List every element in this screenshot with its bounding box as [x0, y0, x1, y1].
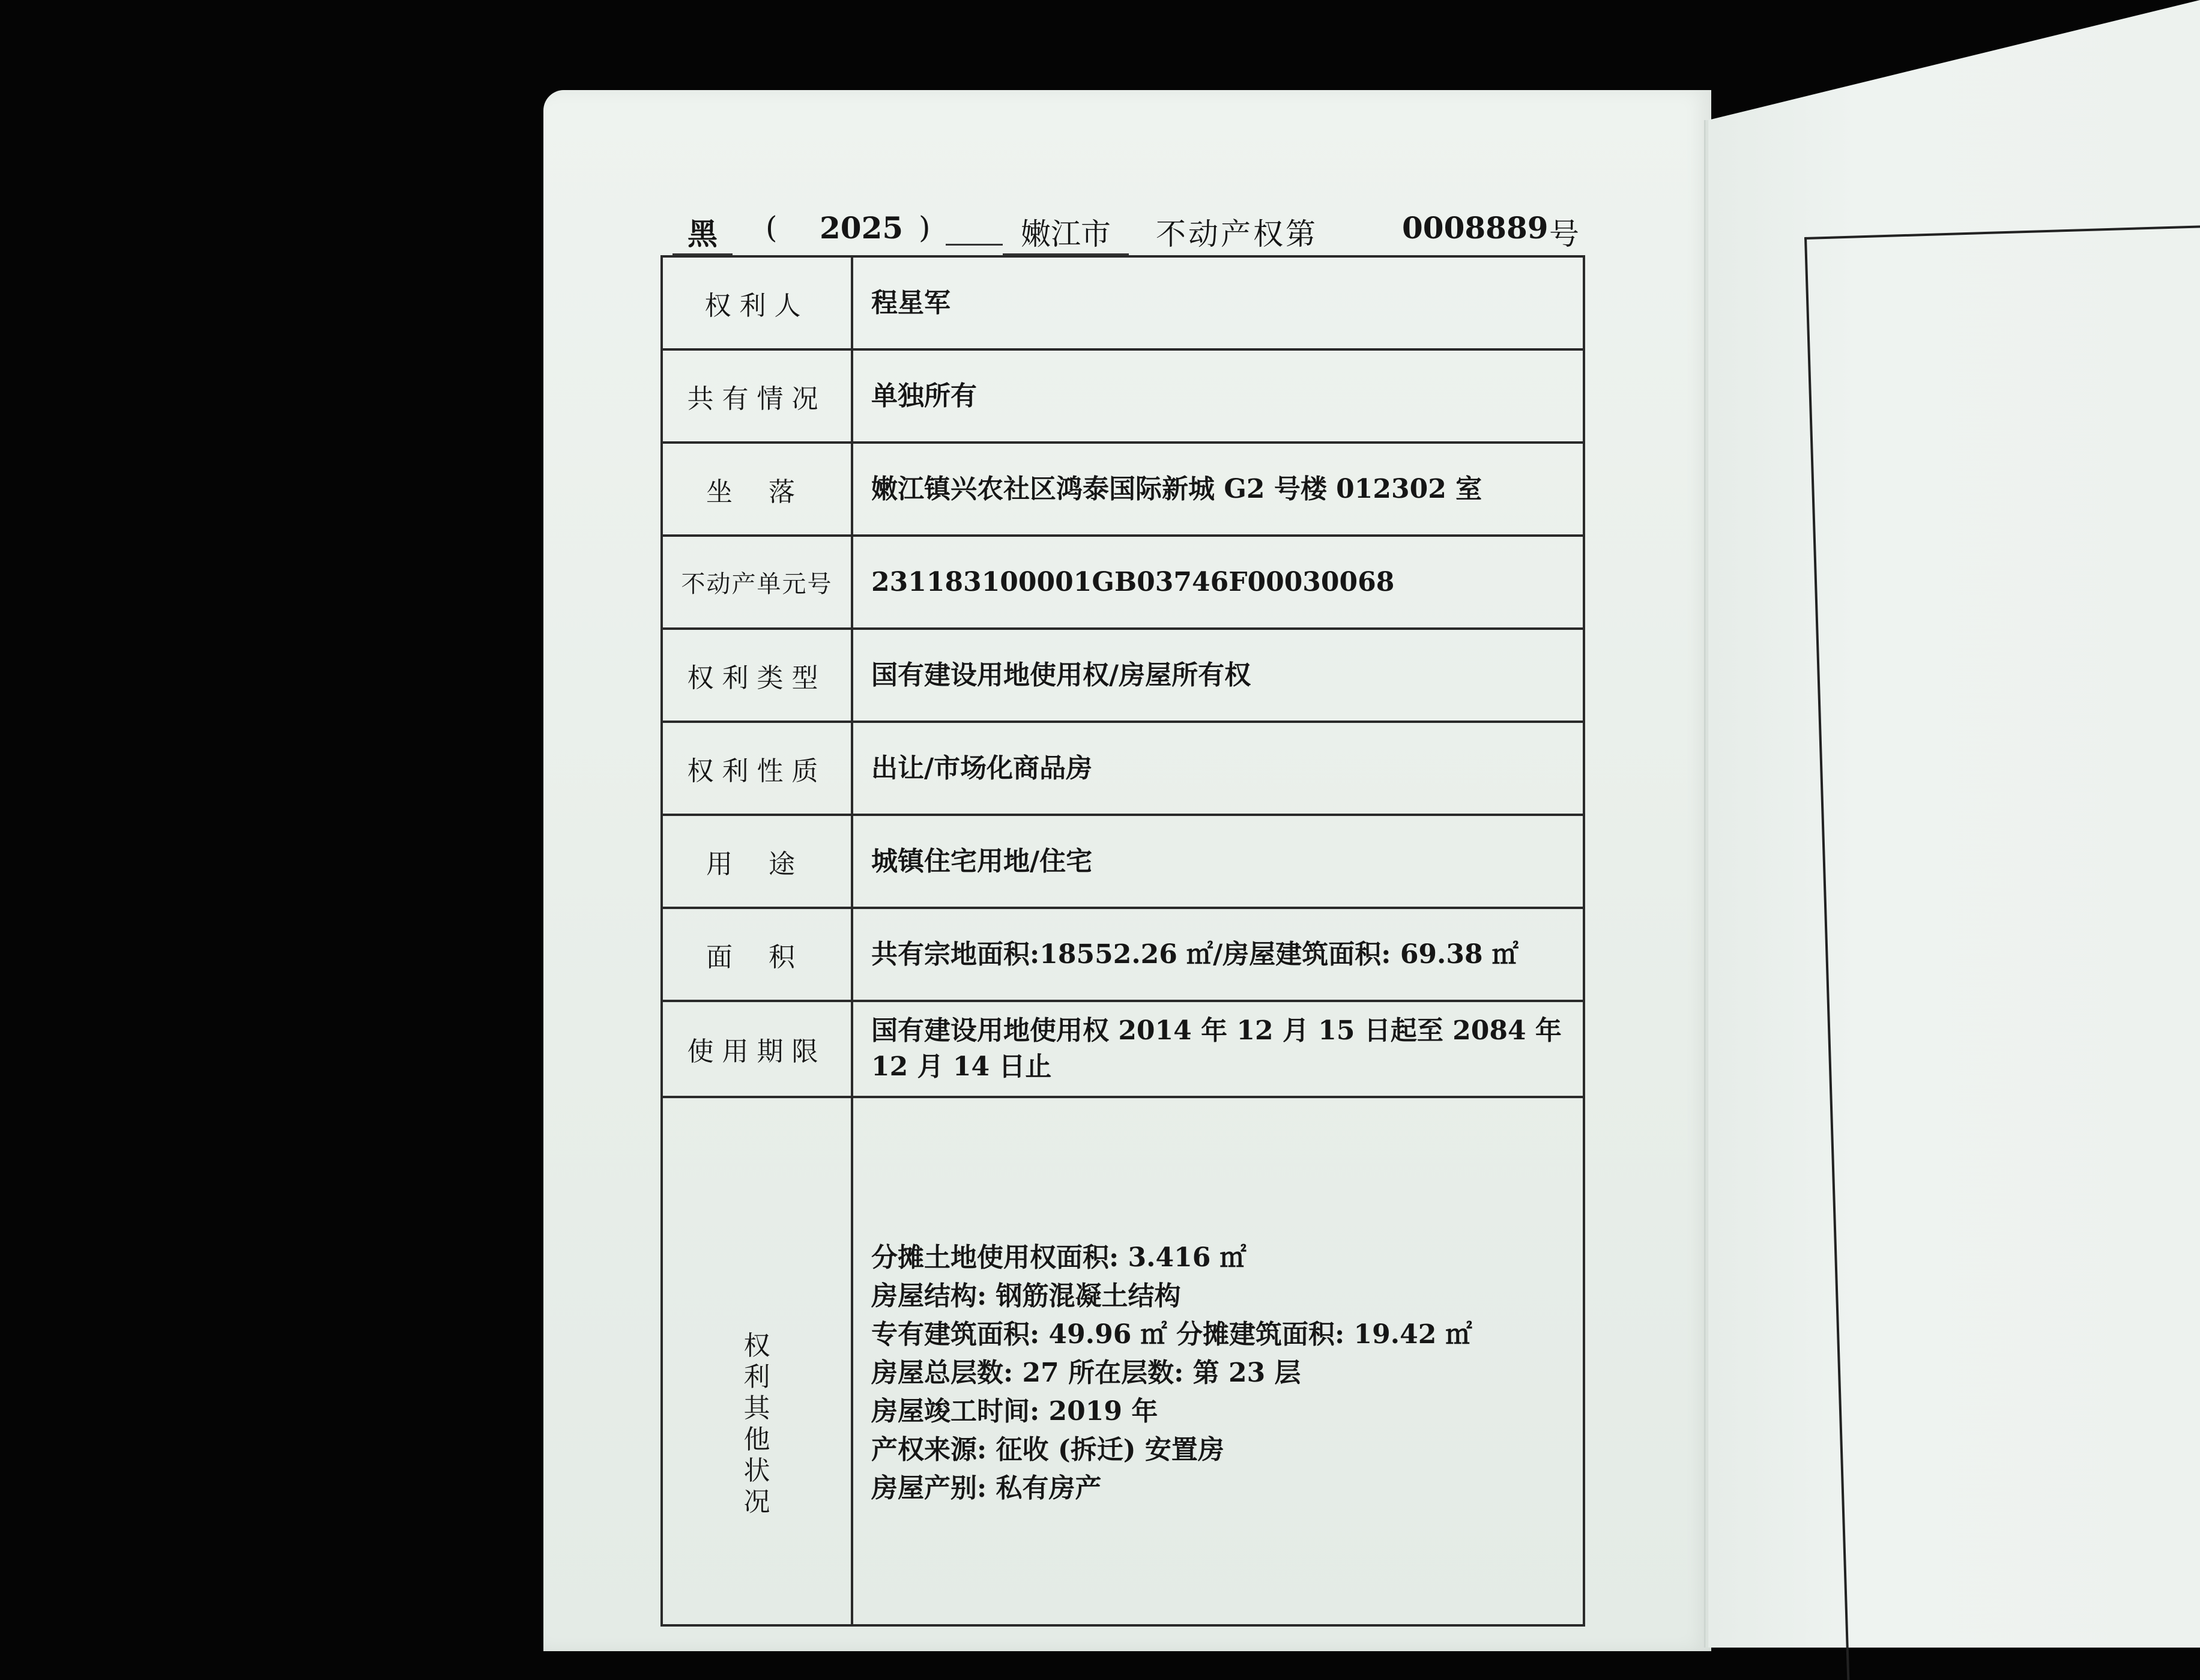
table-row [662, 1097, 1584, 1625]
table-row [662, 536, 1584, 629]
value-term: 国有建设用地使用权 2014 年 12 月 15 日起至 2084 年 12 月 14 日止 [852, 1001, 1584, 1097]
label-location: 坐落 [662, 443, 852, 536]
label-usage: 用途 [662, 815, 852, 908]
header-cert-number: 0008889 [1402, 210, 1549, 246]
label-co-ownership: 共有情况 [662, 349, 852, 443]
table-row [662, 722, 1584, 815]
label-right-nature: 权利性质 [662, 722, 852, 815]
table-row [662, 443, 1584, 536]
value-unit-number: 231183100001GB03746F00030068 [852, 536, 1584, 629]
value-right-type: 国有建设用地使用权/房屋所有权 [852, 629, 1584, 722]
certificate-content [660, 210, 1597, 1621]
value-other-conditions [852, 1097, 1584, 1625]
label-right-type: 权利类型 [662, 629, 852, 722]
other-line-building-areas: 专有建筑面积: 49.96 ㎡ 分摊建筑面积: 19.42 ㎡ [871, 1319, 1472, 1350]
other-label-char: 况 [743, 1486, 770, 1517]
other-line-shared-land-area: 分摊土地使用权面积: 3.416 ㎡ [871, 1242, 1247, 1273]
header-year: 2025 [820, 210, 904, 246]
table-row [662, 815, 1584, 908]
other-line-structure: 房屋结构: 钢筋混凝土结构 [871, 1281, 1181, 1311]
header-blank-line [946, 210, 1003, 246]
header-paren-left: ( [766, 210, 778, 245]
table-row [662, 908, 1584, 1001]
table-row [662, 349, 1584, 443]
label-right-holder: 权利人 [662, 256, 852, 349]
other-label-char: 利 [743, 1361, 770, 1392]
label-term: 使用期限 [662, 1001, 852, 1097]
other-label-char: 权 [743, 1330, 770, 1361]
other-label-char: 他 [743, 1424, 770, 1455]
other-line-category: 房屋产别: 私有房产 [871, 1473, 1102, 1503]
right-page-frame [1804, 225, 2200, 1680]
other-line-source: 产权来源: 征收 (拆迁) 安置房 [871, 1434, 1224, 1465]
header-province: 黑 [672, 210, 733, 255]
table-row [662, 1001, 1584, 1097]
header-right-kind: 不动产权第 [1156, 217, 1318, 252]
label-unit-number: 不动产单元号 [662, 536, 852, 629]
table-row [662, 629, 1584, 722]
value-right-holder: 程星军 [852, 256, 1584, 349]
header-paren-right: ) [919, 210, 931, 245]
label-other-conditions [662, 1097, 852, 1625]
header-suffix: 号 [1549, 217, 1579, 252]
value-co-ownership: 单独所有 [852, 349, 1584, 443]
table-row [662, 256, 1584, 349]
value-right-nature: 出让/市场化商品房 [852, 722, 1584, 815]
value-usage: 城镇住宅用地/住宅 [852, 815, 1584, 908]
label-area: 面积 [662, 908, 852, 1001]
header-city: 嫩江市 [1003, 210, 1129, 255]
other-line-completion-year: 房屋竣工时间: 2019 年 [871, 1396, 1158, 1427]
value-area: 共有宗地面积:18552.26 ㎡/房屋建筑面积: 69.38 ㎡ [852, 908, 1584, 1001]
other-label-char: 状 [743, 1455, 770, 1486]
other-line-floors: 房屋总层数: 27 所在层数: 第 23 层 [871, 1358, 1301, 1388]
value-location: 嫩江镇兴农社区鸿泰国际新城 G2 号楼 012302 室 [852, 443, 1584, 536]
certificate-table [660, 255, 1585, 1627]
certificate-header [660, 210, 1597, 252]
other-label-char: 其 [743, 1392, 770, 1424]
